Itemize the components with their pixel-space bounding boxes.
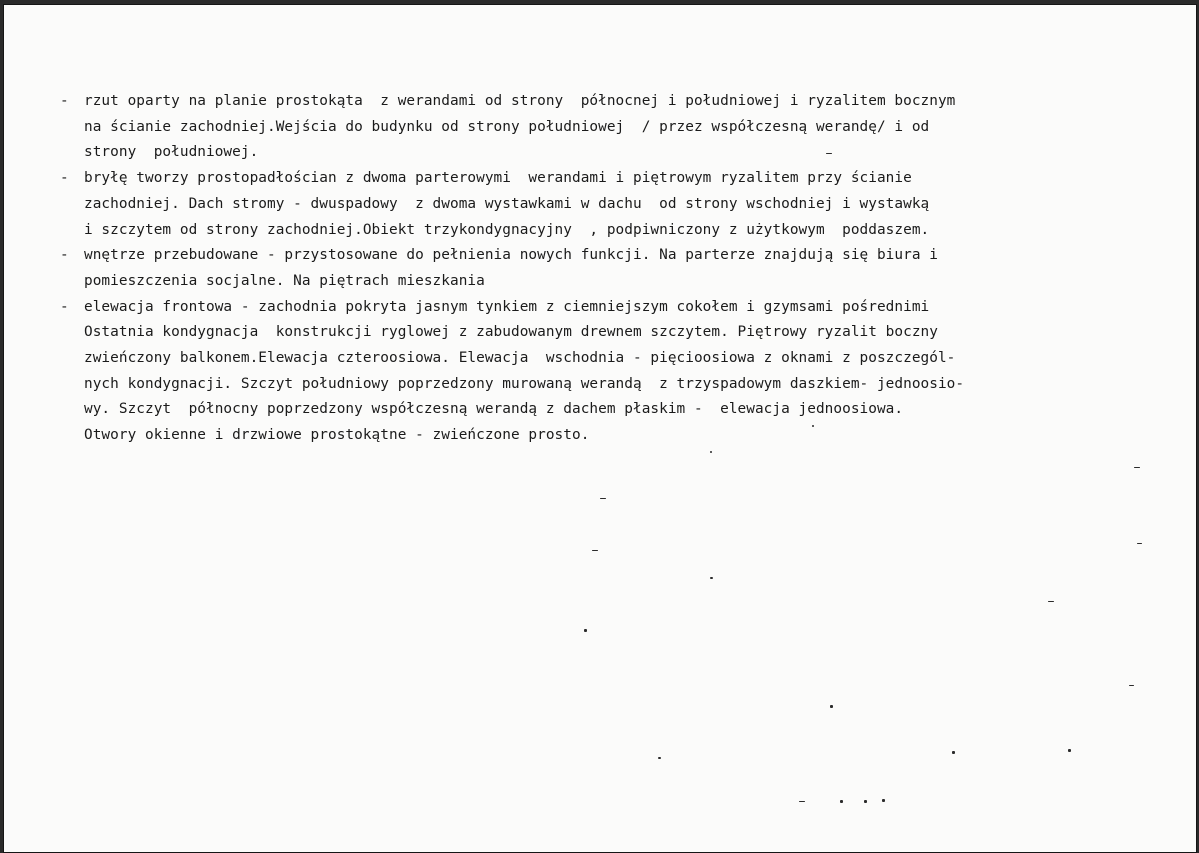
scan-speck [584,629,587,632]
text-line: na ścianie zachodniej.Wejścia do budynku od strony południowej / przez współczesną werandę/ i od [84,118,930,135]
text-line: strony południowej. [84,144,259,161]
text-line: nych kondygnacji. Szczyt południowy poprzedzony murowaną werandą z trzyspadowym daszkiem- jednoosio- [84,375,965,392]
paragraph-elevations [60,295,1170,449]
scan-speck [840,800,843,803]
text-line: wy. Szczyt północny poprzedzony współczesną werandą z dachem płaskim - elewacja jednoosiowa. [84,401,904,418]
scan-speck [1134,467,1140,468]
paragraph-lines [84,166,1170,243]
paragraph-lines [84,243,1170,294]
scan-speck [1048,601,1054,602]
paragraph-lines [84,89,1170,166]
text-line: elewacja frontowa - zachodnia pokryta jasnym tynkiem z ciemniejszym cokołem i gzymsami pośrednimi [84,298,930,315]
scan-speck [710,451,712,453]
bullet-dash: - [60,93,69,109]
scan-speck [1137,543,1142,544]
text-line: rzut oparty na planie prostokąta z werandami od strony północnej i południowej i ryzalitem bocznym [84,93,956,109]
scan-speck [1129,685,1134,686]
scan-speck [830,705,833,708]
scan-speck [592,550,598,551]
scan-speck [812,425,814,427]
scan-speck [658,757,661,759]
text-line: wnętrze przebudowane - przystosowane do pełnienia nowych funkcji. Na parterze znajdują się biura i [84,247,938,264]
text-line: bryłę tworzy prostopadłościan z dwoma parterowymi werandami i piętrowym ryzalitem przy ścianie [84,170,912,187]
scan-speck [600,498,606,499]
typed-text-block [60,89,1170,449]
paragraph-plan [60,89,1170,166]
scan-speck [826,153,832,154]
scan-speck [864,800,867,803]
paragraph-lines [84,295,1170,449]
scan-speck [882,799,885,802]
bullet-dash: - [60,247,69,264]
text-line: pomieszczenia socjalne. Na piętrach mieszkania [84,272,485,289]
text-line: Ostatnia kondygnacja konstrukcji ryglowej z zabudowanym drewnem szczytem. Piętrowy ryzalit boczny [84,324,938,341]
bullet-dash: - [60,298,69,315]
scan-speck [952,751,955,754]
text-line: i szczytem od strony zachodniej.Obiekt trzykondygnacyjny , podpiwniczony z użytkowym poddaszem. [84,221,930,238]
scan-speck [799,801,805,802]
scan-speck [710,577,713,579]
text-line: zwieńczony balkonem.Elewacja czteroosiowa. Elewacja wschodnia - pięcioosiowa z oknami z poszczegól- [84,350,956,367]
text-line: Otwory okienne i drzwiowe prostokątne - zwieńczone prosto. [84,427,590,444]
bullet-dash: - [60,170,69,187]
scan-speck [1068,749,1071,752]
document-page [3,4,1197,853]
paragraph-interior [60,243,1170,294]
paragraph-massing [60,166,1170,243]
text-line: zachodniej. Dach stromy - dwuspadowy z dwoma wystawkami w dachu od strony wschodniej i wystawką [84,195,930,212]
